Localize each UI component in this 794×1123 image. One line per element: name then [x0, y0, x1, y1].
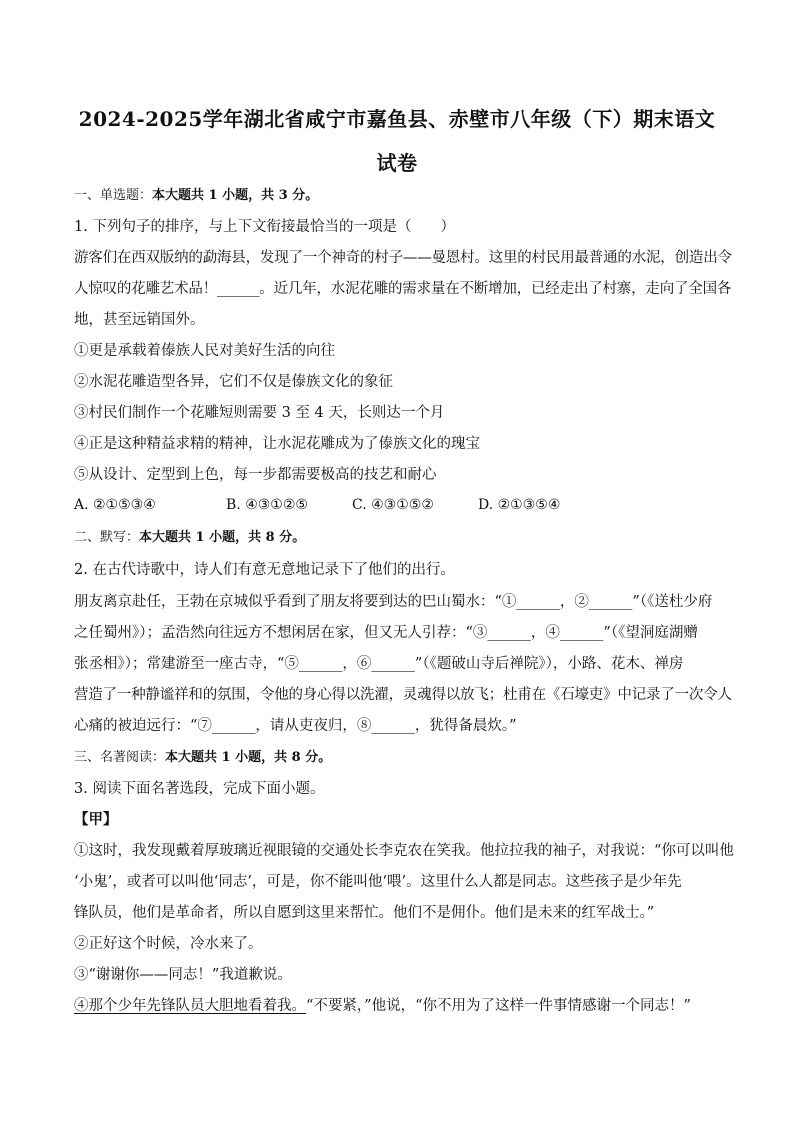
q3-part-label: 【甲】 [74, 811, 118, 828]
section-3-heading [74, 748, 734, 768]
q3-stem: 3. 阅读下面名著选段，完成下面小题。 [74, 781, 325, 797]
section-1-label: 一、单选题： [74, 188, 153, 203]
section-2-heading [74, 528, 734, 548]
section-3-label: 三、名著阅读： [74, 750, 166, 765]
q2-text-line: 心痛的被迫远行：“⑦______，请从吏夜归，⑧______，犹得备晨炊。” [74, 718, 517, 734]
q3-underlined-sentence: ④那个少年先锋队员大胆地看着我。 [74, 998, 306, 1014]
q2-text-line: 营造了一种静谧祥和的氛围，令他的身心得以洗濯，灵魂得以放飞；杜甫在《石壕吏》中记录了一次令人 [74, 687, 732, 703]
q3-text-line: ‘小鬼’，或者可以叫他‘同志’，可是，你不能叫他‘喂’。这里什么人都是同志。这些孩子是少年先 [74, 874, 682, 890]
exam-title-line-1: 2024-2025学年湖北省咸宁市嘉鱼县、赤壁市八年级（下）期末语文 [78, 107, 716, 131]
q3-text-line: ③“谢谢你——同志！”我道歉说。 [74, 967, 292, 983]
exam-title-line-2: 试卷 [376, 151, 418, 175]
q1-sentence: ④正是这种精益求精的精神，让水泥花雕成为了傣族文化的瑰宝 [74, 436, 480, 452]
section-1-points: 本大题共 1 小题，共 3 分。 [152, 188, 319, 203]
q1-passage-line: 人惊叹的花雕艺术品！______。近几年，水泥花雕的需求量在不断增加，已经走出了村寨，走向了全国各 [74, 281, 732, 297]
q1-option-b: B. ④③①②⑤ [226, 497, 308, 513]
q1-passage-line: 地，甚至远销国外。 [74, 312, 205, 328]
q1-stem: 1. 下列句子的排序，与上下文衔接最恰当的一项是（ ） [74, 219, 455, 235]
q3-text-line: ①这时，我发现戴着厚玻璃近视眼镜的交通处长李克农在笑我。他拉拉我的袖子，对我说：“你可以叫他 [74, 843, 734, 859]
q1-sentence: ③村民们制作一个花雕短则需要 3 至 4 天，长则达一个月 [74, 405, 445, 421]
q3-last-line-rest: “不要紧，”他说，“你不用为了这样一件事情感谢一个同志！” [306, 998, 691, 1014]
q1-option-a: A. ②①⑤③④ [74, 497, 156, 513]
q1-passage-line: 游客们在西双版纳的勐海县，发现了一个神奇的村子——曼恩村。这里的村民用最普通的水泥，创造出令 [74, 250, 732, 266]
q1-sentence: ⑤从设计、定型到上色，每一步都需要极高的技艺和耐心 [74, 467, 437, 483]
q3-text-line: 锋队员，他们是革命者，所以自愿到这里来帮忙。他们不是佣仆。他们是未来的红军战士。” [74, 905, 655, 921]
q3-text-line: ②正好这个时候，冷水来了。 [74, 936, 263, 952]
q2-text-line: 朋友离京赴任，王勃在京城似乎看到了朋友将要到达的巴山蜀水：“①______，②______”（《送杜少府 [74, 594, 713, 610]
section-3-points: 本大题共 1 小题，共 8 分。 [165, 750, 332, 765]
q2-text-line: 之任蜀州》）；孟浩然向往远方不想闲居在家，但又无人引荐：“③______，④______”（《望洞庭湖赠 [74, 625, 698, 641]
q2-stem: 2. 在古代诗歌中，诗人们有意无意地记录下了他们的出行。 [74, 562, 455, 578]
q1-sentence: ②水泥花雕造型各异，它们不仅是傣族文化的象征 [74, 374, 393, 390]
q1-sentence: ①更是承载着傣族人民对美好生活的向往 [74, 343, 335, 359]
section-1-heading [74, 186, 734, 206]
section-2-points: 本大题共 1 小题，共 8 分。 [139, 530, 306, 545]
section-2-label: 二、默写： [74, 530, 140, 545]
q2-text-line: 张丞相》）；常建游至一座古寺，“⑤______，⑥______”（《题破山寺后禅院》），小路、花木、禅房 [74, 656, 684, 672]
q1-option-d: D. ②①③⑤④ [478, 497, 561, 513]
q3-text-line-last [74, 996, 734, 1016]
q1-option-c: C. ④③①⑤② [352, 497, 434, 513]
